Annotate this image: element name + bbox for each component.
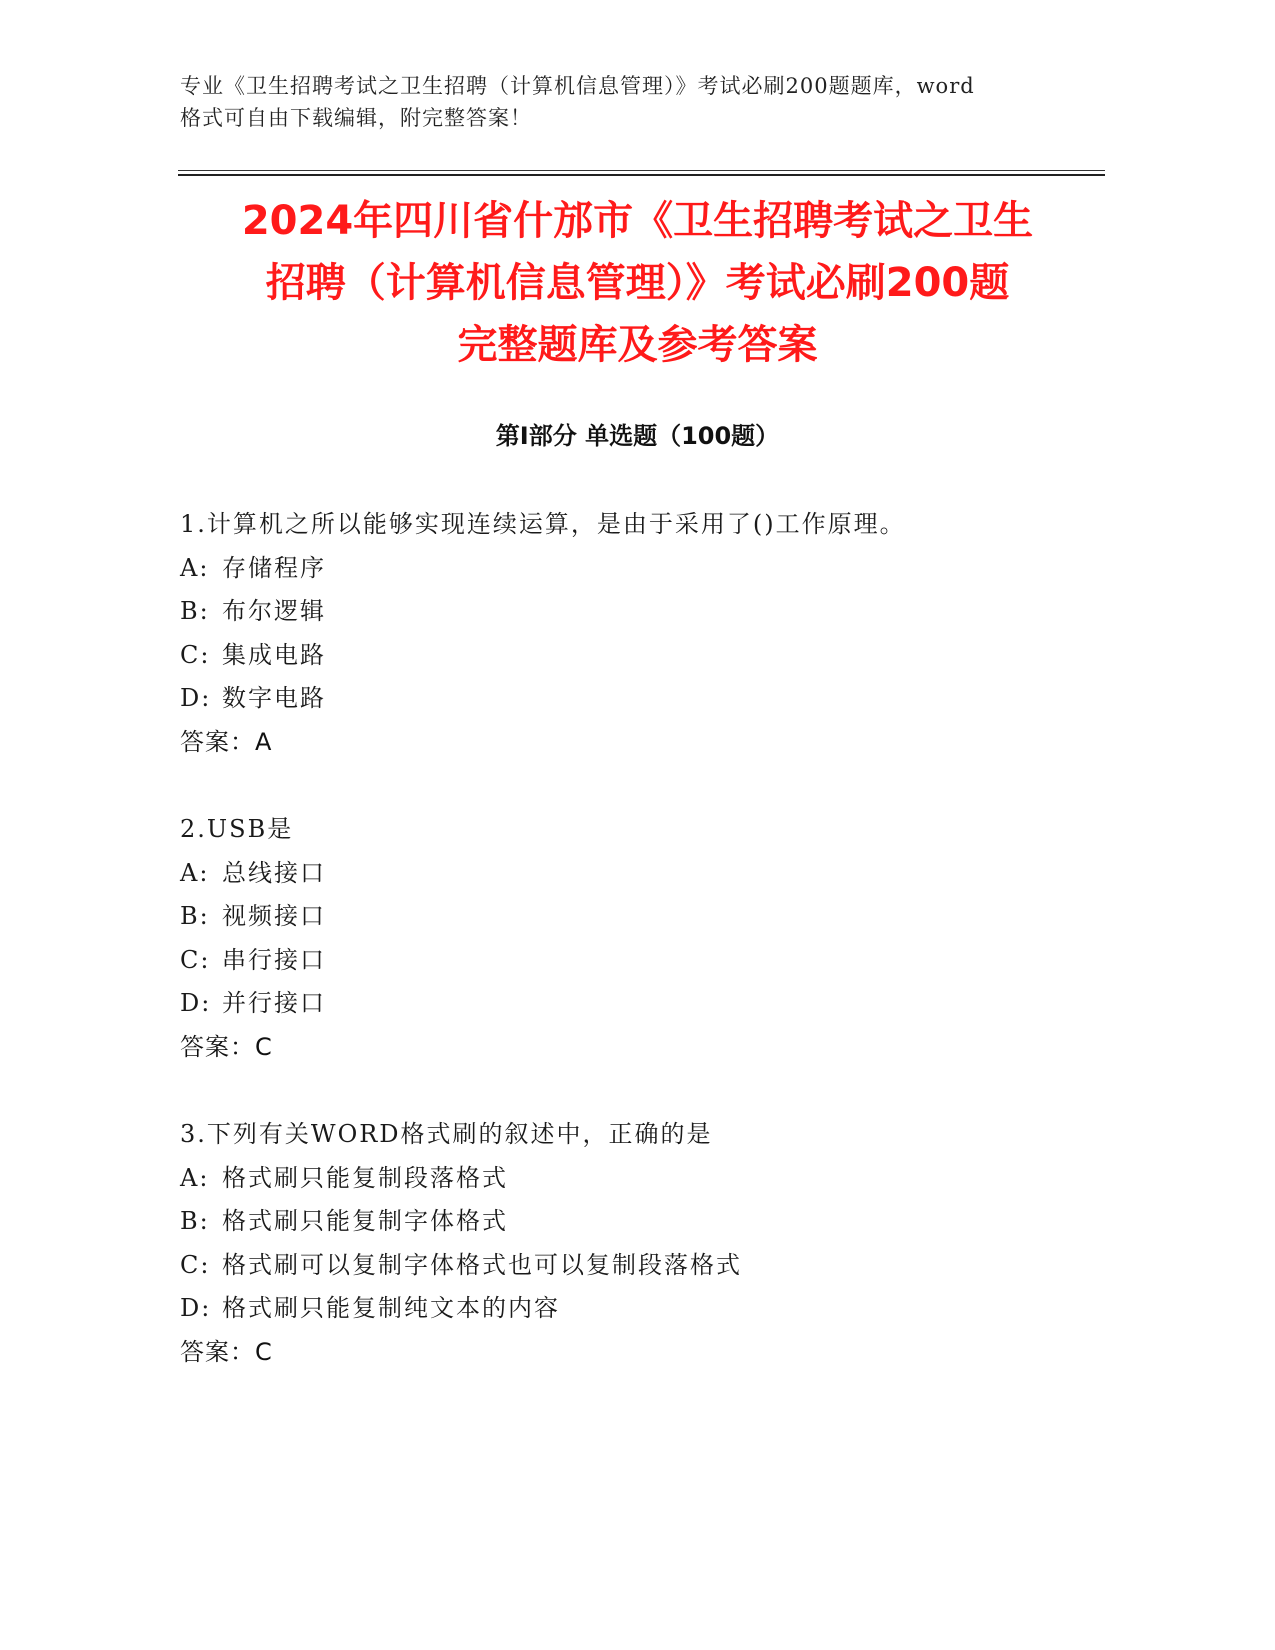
option-key: D: — [180, 684, 212, 713]
header-rule-thick — [178, 174, 1105, 176]
option-b — [180, 1200, 1120, 1244]
option-key: B: — [180, 902, 210, 931]
question-stem: 1.计算机之所以能够实现连续运算，是由于采用了()工作原理。 — [180, 510, 906, 538]
option-d — [180, 1287, 1120, 1331]
option-text: 串行接口 — [222, 945, 326, 974]
option-key: A: — [180, 553, 210, 582]
header-note — [180, 70, 1100, 134]
question-stem: 2.USB是 — [180, 815, 294, 843]
option-text: 格式刷可以复制字体格式也可以复制段落格式 — [222, 1250, 742, 1279]
option-key: B: — [180, 597, 210, 626]
option-key: D: — [180, 1294, 212, 1323]
section-title: 第Ⅰ部分 单选题（100题） — [495, 422, 780, 450]
option-key: B: — [180, 1207, 210, 1236]
option-text: 格式刷只能复制字体格式 — [222, 1207, 508, 1236]
option-d — [180, 677, 1120, 721]
header-note-line-2: 格式可自由下载编辑，附完整答案！ — [180, 106, 532, 130]
option-text: 格式刷只能复制段落格式 — [222, 1163, 508, 1192]
option-key: C: — [180, 640, 211, 669]
document-title-line-1: 2024年四川省什邡市《卫生招聘考试之卫生 — [241, 198, 1034, 244]
option-c — [180, 939, 1120, 983]
option-text: 并行接口 — [222, 989, 326, 1018]
header-note-line-1: 专业《卫生招聘考试之卫生招聘（计算机信息管理）》考试必刷200题题库，word — [180, 74, 975, 98]
option-a — [180, 547, 1120, 591]
question-stem: 3.下列有关WORD格式刷的叙述中，正确的是 — [180, 1120, 713, 1148]
option-b — [180, 590, 1120, 634]
option-text: 格式刷只能复制纯文本的内容 — [222, 1294, 560, 1323]
question-1 — [180, 503, 1120, 765]
header-rule-thin — [178, 170, 1105, 171]
document-title-line-2: 招聘（计算机信息管理）》考试必刷200题 — [265, 260, 1010, 306]
question-2 — [180, 808, 1120, 1070]
option-key: A: — [180, 858, 210, 887]
option-b — [180, 895, 1120, 939]
option-text: 布尔逻辑 — [222, 597, 326, 626]
option-a — [180, 1157, 1120, 1201]
answer-label: 答案：A — [180, 727, 273, 756]
document-title-line-3: 完整题库及参考答案 — [457, 322, 818, 368]
document-title — [150, 190, 1125, 376]
option-text: 数字电路 — [222, 684, 326, 713]
option-text: 视频接口 — [222, 902, 326, 931]
option-text: 存储程序 — [222, 553, 326, 582]
option-a — [180, 852, 1120, 896]
option-text: 集成电路 — [222, 640, 326, 669]
answer-label: 答案：C — [180, 1337, 273, 1366]
answer-label: 答案：C — [180, 1032, 273, 1061]
question-3 — [180, 1113, 1120, 1375]
option-key: A: — [180, 1163, 210, 1192]
option-key: C: — [180, 945, 211, 974]
option-key: D: — [180, 989, 212, 1018]
option-key: C: — [180, 1250, 211, 1279]
option-d — [180, 982, 1120, 1026]
option-text: 总线接口 — [222, 858, 326, 887]
option-c — [180, 634, 1120, 678]
option-c — [180, 1244, 1120, 1288]
